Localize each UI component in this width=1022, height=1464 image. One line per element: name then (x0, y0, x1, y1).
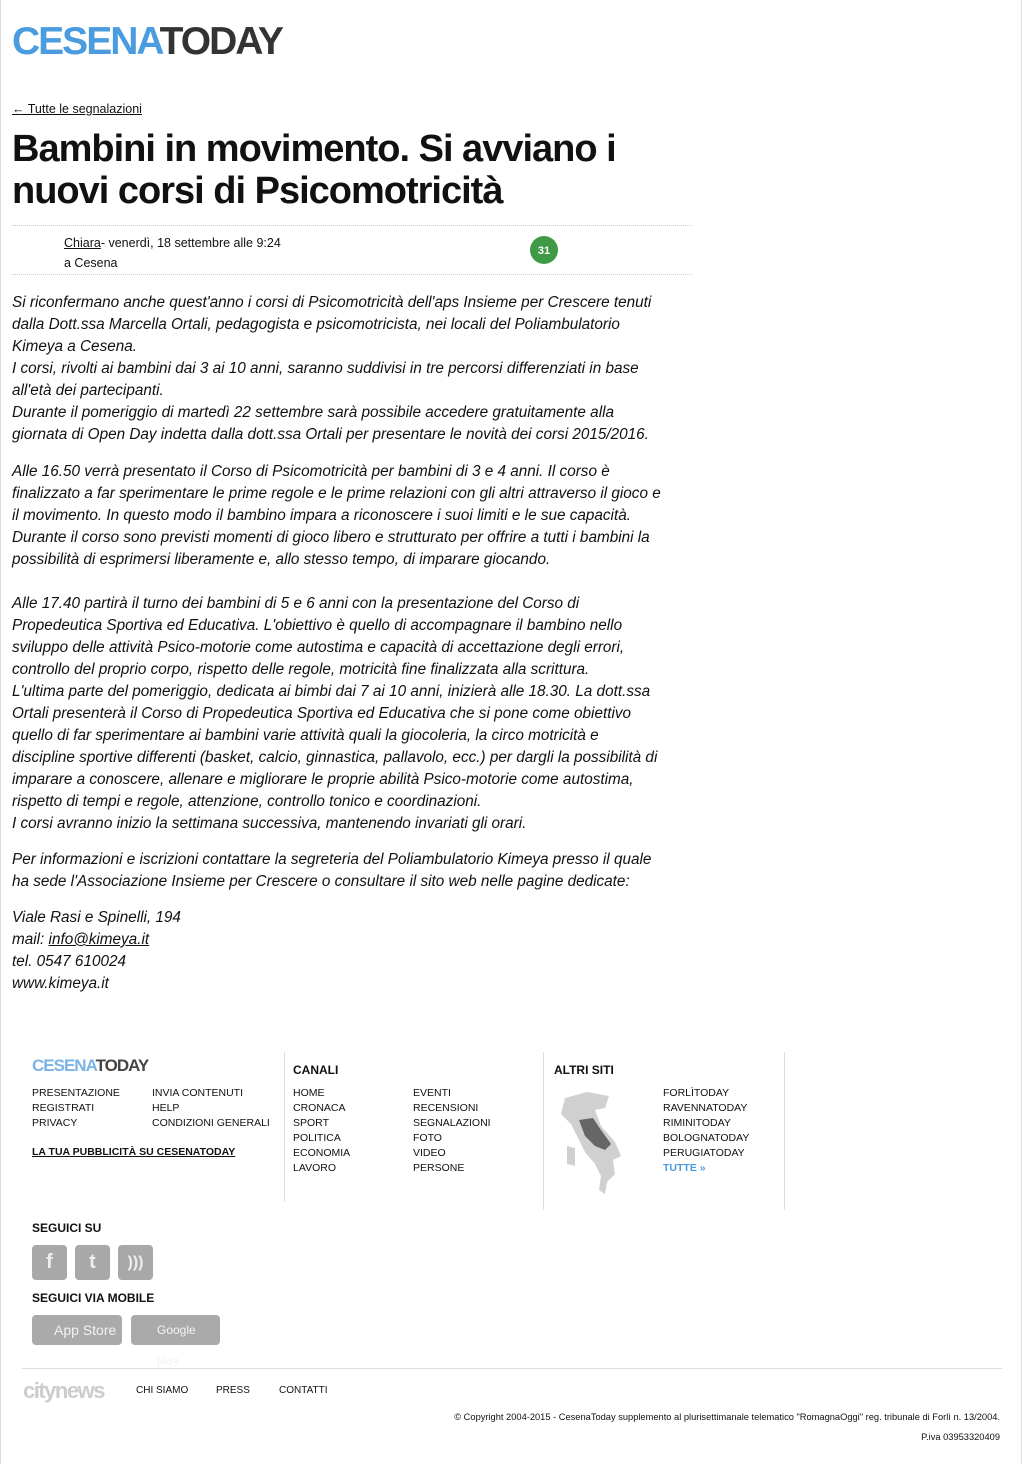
text-line: discipline sportive differenti (basket, calcio, ginnastica, pallavolo, ecc.) per dargli la possibilità di (12, 749, 658, 766)
advertising-link[interactable]: LA TUA PUBBLICITÀ SU CESENATODAY (32, 1146, 236, 1158)
footer-link[interactable]: PERSONE (413, 1162, 465, 1174)
phone: tel. 0547 610024 (12, 953, 126, 970)
text-line: rispetto di tempi e regole, attenzione, controllo tonico e coordinazioni. (12, 793, 482, 810)
footer-link[interactable]: SPORT (293, 1117, 329, 1129)
footer-links-col2 (152, 1086, 270, 1131)
text-line: Ortali presenterà il Corso di Propedeutica Sportiva ed Educativa che si pone come obiettivo (12, 705, 632, 722)
footer-link[interactable]: CONDIZIONI GENERALI (152, 1117, 270, 1129)
footer-link[interactable]: HELP (152, 1102, 180, 1114)
text-line: giornata di Open Day indetta dalla dott.ssa Ortali per presentare le novità dei corsi 2015/2016. (12, 426, 649, 443)
footer-link[interactable]: LAVORO (293, 1162, 336, 1174)
article-body (12, 292, 702, 1010)
app-store-button[interactable] (32, 1315, 122, 1345)
text-line: possibilità di esprimersi liberamente e, allo stesso tempo, di imparare giocando. (12, 551, 551, 568)
altri-siti-heading: ALTRI SITI (554, 1063, 614, 1077)
footer-link[interactable]: FORLÌTODAY (663, 1087, 730, 1099)
text-line: quello di far sperimentare ai bambini varie attività quali la giocoleria, la circo motricità e (12, 727, 599, 744)
footer-link[interactable]: PERUGIATODAY (663, 1147, 745, 1159)
footer-link[interactable]: POLITICA (293, 1132, 341, 1144)
text-line: dalla Dott.ssa Marcella Ortali, pedagogista e psicomotricista, nei locali del Poliambulatorio (12, 316, 620, 333)
app-store-label: App Store (54, 1322, 117, 1338)
article-date: - venerdì, 18 settembre alle 9:24 (100, 236, 281, 250)
canali-col1 (293, 1086, 350, 1176)
footer-link[interactable]: PRESENTAZIONE (32, 1087, 120, 1099)
text-line: ha sede l'Associazione Insieme per Crescere o consultare il sito web nelle pagine dedicate: (12, 873, 630, 890)
text-line: Kimeya a Cesena. (12, 338, 137, 355)
footer-logo[interactable]: CESENATODAY (32, 1056, 149, 1075)
italy-map-icon (557, 1090, 627, 1196)
article-location: a Cesena (64, 256, 118, 270)
text-line: I corsi, rivolti ai bambini dai 3 ai 10 anni, saranno suddivisi in tre percorsi differenziati in base (12, 360, 639, 377)
footer-link[interactable]: CRONACA (293, 1102, 346, 1114)
footer-link[interactable]: EVENTI (413, 1087, 451, 1099)
divider (22, 1368, 1002, 1369)
article-meta (64, 233, 281, 273)
footer-link[interactable]: INVIA CONTENUTI (152, 1087, 244, 1099)
divider (543, 1052, 544, 1210)
altri-siti-list (663, 1086, 749, 1161)
text-line: sviluppo delle attività Psico-motorie come autostima e capacità di accettazione degli errori, (12, 639, 625, 656)
website: www.kimeya.it (12, 975, 109, 992)
text-line: controllo del proprio corpo, rispetto delle regole, motricità fine finalizzata alla scrittura. (12, 661, 590, 678)
paragraph (12, 461, 702, 571)
divider (12, 225, 692, 226)
canali-heading: CANALI (293, 1063, 339, 1077)
text-line: Per informazioni e iscrizioni contattare la segreteria del Poliambulatorio Kimeya presso il quale (12, 851, 652, 868)
press-link[interactable]: PRESS (216, 1385, 250, 1396)
paragraph (12, 849, 702, 893)
footer-link[interactable]: RIMINITODAY (663, 1117, 731, 1129)
footer-link[interactable]: FOTO (413, 1132, 442, 1144)
footer-link[interactable]: ECONOMIA (293, 1147, 351, 1159)
footer-link[interactable]: RECENSIONI (413, 1102, 479, 1114)
text-line: Durante il pomeriggio di martedì 22 settembre sarà possibile accedere gratuitamente alla (12, 404, 614, 421)
text-line: I corsi avranno inizio la settimana successiva, mantenendo invariati gli orari. (12, 815, 527, 832)
divider (784, 1052, 785, 1210)
author-link[interactable]: Chiara (64, 236, 101, 250)
footer-link[interactable]: SEGNALAZIONI (413, 1117, 491, 1129)
text-line: imparare a conoscere, allenare e migliorare le proprie abilità Psico-motorie come autostima, (12, 771, 634, 788)
text-line: Durante il corso sono previsti momenti di gioco libero e strutturato per offrire a tutti i bambini la (12, 529, 650, 546)
all-sites-link[interactable]: TUTTE » (663, 1162, 706, 1174)
footer-links-col1 (32, 1086, 120, 1131)
text-line: Alle 17.40 partirà il turno dei bambini di 5 e 6 anni con la presentazione del Corso di (12, 595, 580, 612)
canali-col2 (413, 1086, 491, 1176)
footer-link[interactable]: HOME (293, 1087, 325, 1099)
contact-block (12, 907, 702, 995)
vat-number: P.iva 03953320409 (921, 1432, 1000, 1442)
google-play-button[interactable] (131, 1315, 220, 1367)
footer-link[interactable]: RAVENNATODAY (663, 1102, 748, 1114)
google-play-label: Google play (157, 1323, 196, 1367)
rss-icon[interactable]: ))) (118, 1245, 153, 1280)
facebook-icon[interactable]: f (32, 1245, 67, 1280)
text-line: il movimento. In questo modo il bambino impara a riconoscere i suoi limiti e le sue capacità. (12, 507, 631, 524)
about-link[interactable]: CHI SIAMO (136, 1385, 189, 1396)
twitter-icon[interactable]: t (75, 1245, 110, 1280)
mail-label: mail: (12, 931, 49, 948)
calendar-icon[interactable]: 31 (530, 236, 558, 264)
contacts-link[interactable]: CONTATTI (279, 1385, 328, 1396)
divider (12, 274, 692, 275)
back-to-reports-link[interactable]: ← Tutte le segnalazioni (12, 102, 142, 116)
site-logo[interactable]: CESENATODAY (12, 20, 282, 63)
footer-link[interactable]: VIDEO (413, 1147, 446, 1159)
footer-link[interactable]: REGISTRATI (32, 1102, 95, 1114)
article-title: Bambini in movimento. Si avviano i nuovi corsi di Psicomotricità (12, 128, 616, 212)
text-line: L'ultima parte del pomeriggio, dedicata ai bimbi dai 7 ai 10 anni, inizierà alle 18.30. La dott.ssa (12, 683, 651, 700)
footer-link[interactable]: BOLOGNATODAY (663, 1132, 750, 1144)
divider (284, 1052, 285, 1202)
follow-heading: SEGUICI SU (32, 1221, 102, 1235)
copyright: © Copyright 2004-2015 - CesenaToday supplemento al plurisettimanale telematico "RomagnaOggi" reg. tribunale di Forlì n. 13/2004. (454, 1412, 1000, 1422)
paragraph (12, 292, 702, 446)
text-line: Propedeutica Sportiva ed Educativa. L'obiettivo è quello di accompagnare il bambino nello (12, 617, 623, 634)
mobile-heading: SEGUICI VIA MOBILE (32, 1291, 155, 1305)
text-line: all'età dei partecipanti. (12, 382, 164, 399)
text-line: finalizzato a far sperimentare le prime regole e le prime relazioni con gli altri attraverso il gioco e (12, 485, 661, 502)
address: Viale Rasi e Spinelli, 194 (12, 909, 181, 926)
text-line: Alle 16.50 verrà presentato il Corso di Psicomotricità per bambini di 3 e 4 anni. Il corso è (12, 463, 610, 480)
footer-link[interactable]: PRIVACY (32, 1117, 78, 1129)
text-line: Si riconfermano anche quest'anno i corsi di Psicomotricità dell'aps Insieme per Crescere tenuti (12, 294, 652, 311)
paragraph (12, 593, 702, 835)
citynews-logo[interactable]: citynews (23, 1378, 104, 1403)
email-link[interactable]: info@kimeya.it (48, 931, 150, 948)
